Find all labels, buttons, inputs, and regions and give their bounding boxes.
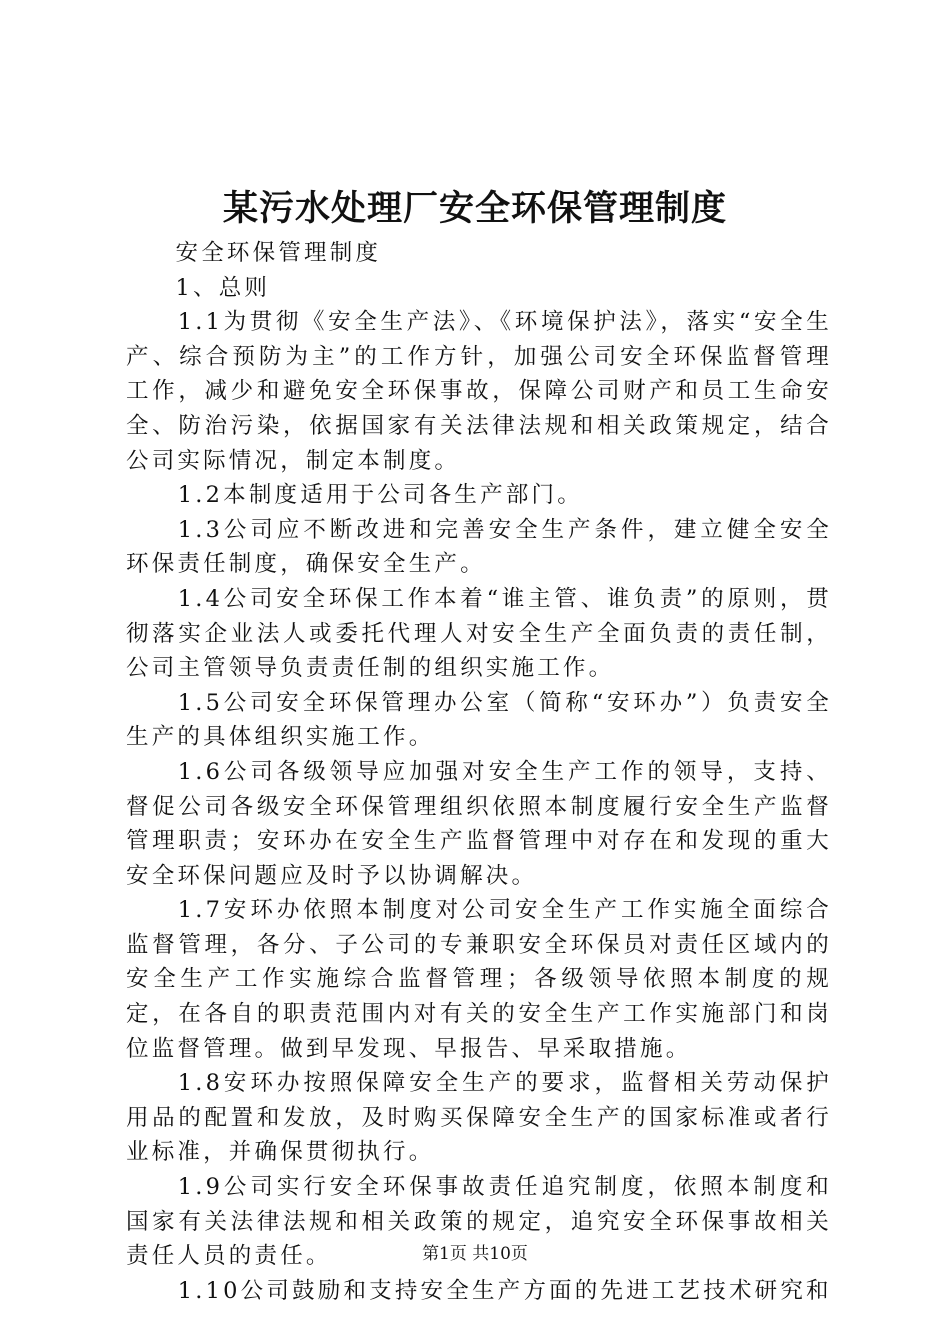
subtitle: 安全环保管理制度 — [175, 240, 382, 266]
paragraph-1-5: 1.5公司安全环保管理办公室（简称“安环办”）负责安全生产的具体组织实施工作。 — [126, 689, 832, 751]
paragraph-1-8: 1.8安环办按照保障安全生产的要求，监督相关劳动保护用品的配置和发放，及时购买保障安全生产的国家标准或者行业标准，并确保贯彻执行。 — [126, 1070, 832, 1166]
paragraph-1-7: 1.7安环办依照本制度对公司安全生产工作实施全面综合监督管理，各分、子公司的专兼职安全环保员对责任区域内的安全生产工作实施综合监督管理；各级领导依照本制度的规定，在各自的职责范围内对有关的安全生产工作实施部门和岗位监督管理。做到早发现、早报告、早采取措施。 — [126, 897, 832, 1062]
paragraph-1-2: 1.2本制度适用于公司各生产部门。 — [177, 482, 583, 509]
paragraph-1-9: 1.9公司实行安全环保事故责任追究制度，依照本制度和国家有关法律法规和相关政策的规定，追究安全环保事故相关责任人员的责任。 — [126, 1174, 832, 1270]
document-title: 某污水处理厂安全环保管理制度 — [222, 188, 727, 229]
section-heading: 1、总则 — [175, 274, 271, 301]
paragraph-1-3: 1.3公司应不断改进和完善安全生产条件，建立健全安全环保责任制度，确保安全生产。 — [126, 516, 832, 578]
paragraph-1-4: 1.4公司安全环保工作本着“谁主管、谁负责”的原则，贯彻落实企业法人或委托代理人对安全生产全面负责的责任制，公司主管领导负责责任制的组织实施工作。 — [126, 585, 832, 682]
paragraph-1-10: 1.10公司鼓励和支持安全生产方面的先进工艺技术研究和 — [177, 1277, 832, 1304]
document-body — [126, 236, 832, 1308]
page-number-footer: 第1页 共10页 — [422, 1244, 528, 1264]
paragraph-1-1: 1.1为贯彻《安全生产法》、《环境保护法》，落实“安全生产、综合预防为主”的工作方针，加强公司安全环保监督管理工作，减少和避免安全环保事故，保障公司财产和员工生命安全、防治污染，依据国家有关法律法规和相关政策规定，结合公司实际情况，制定本制度。 — [126, 309, 832, 474]
paragraph-1-6: 1.6公司各级领导应加强对安全生产工作的领导，支持、督促公司各级安全环保管理组织依照本制度履行安全生产监督管理职责；安环办在安全生产监督管理中对存在和发现的重大安全环保问题应及时予以协调解决。 — [126, 758, 832, 889]
